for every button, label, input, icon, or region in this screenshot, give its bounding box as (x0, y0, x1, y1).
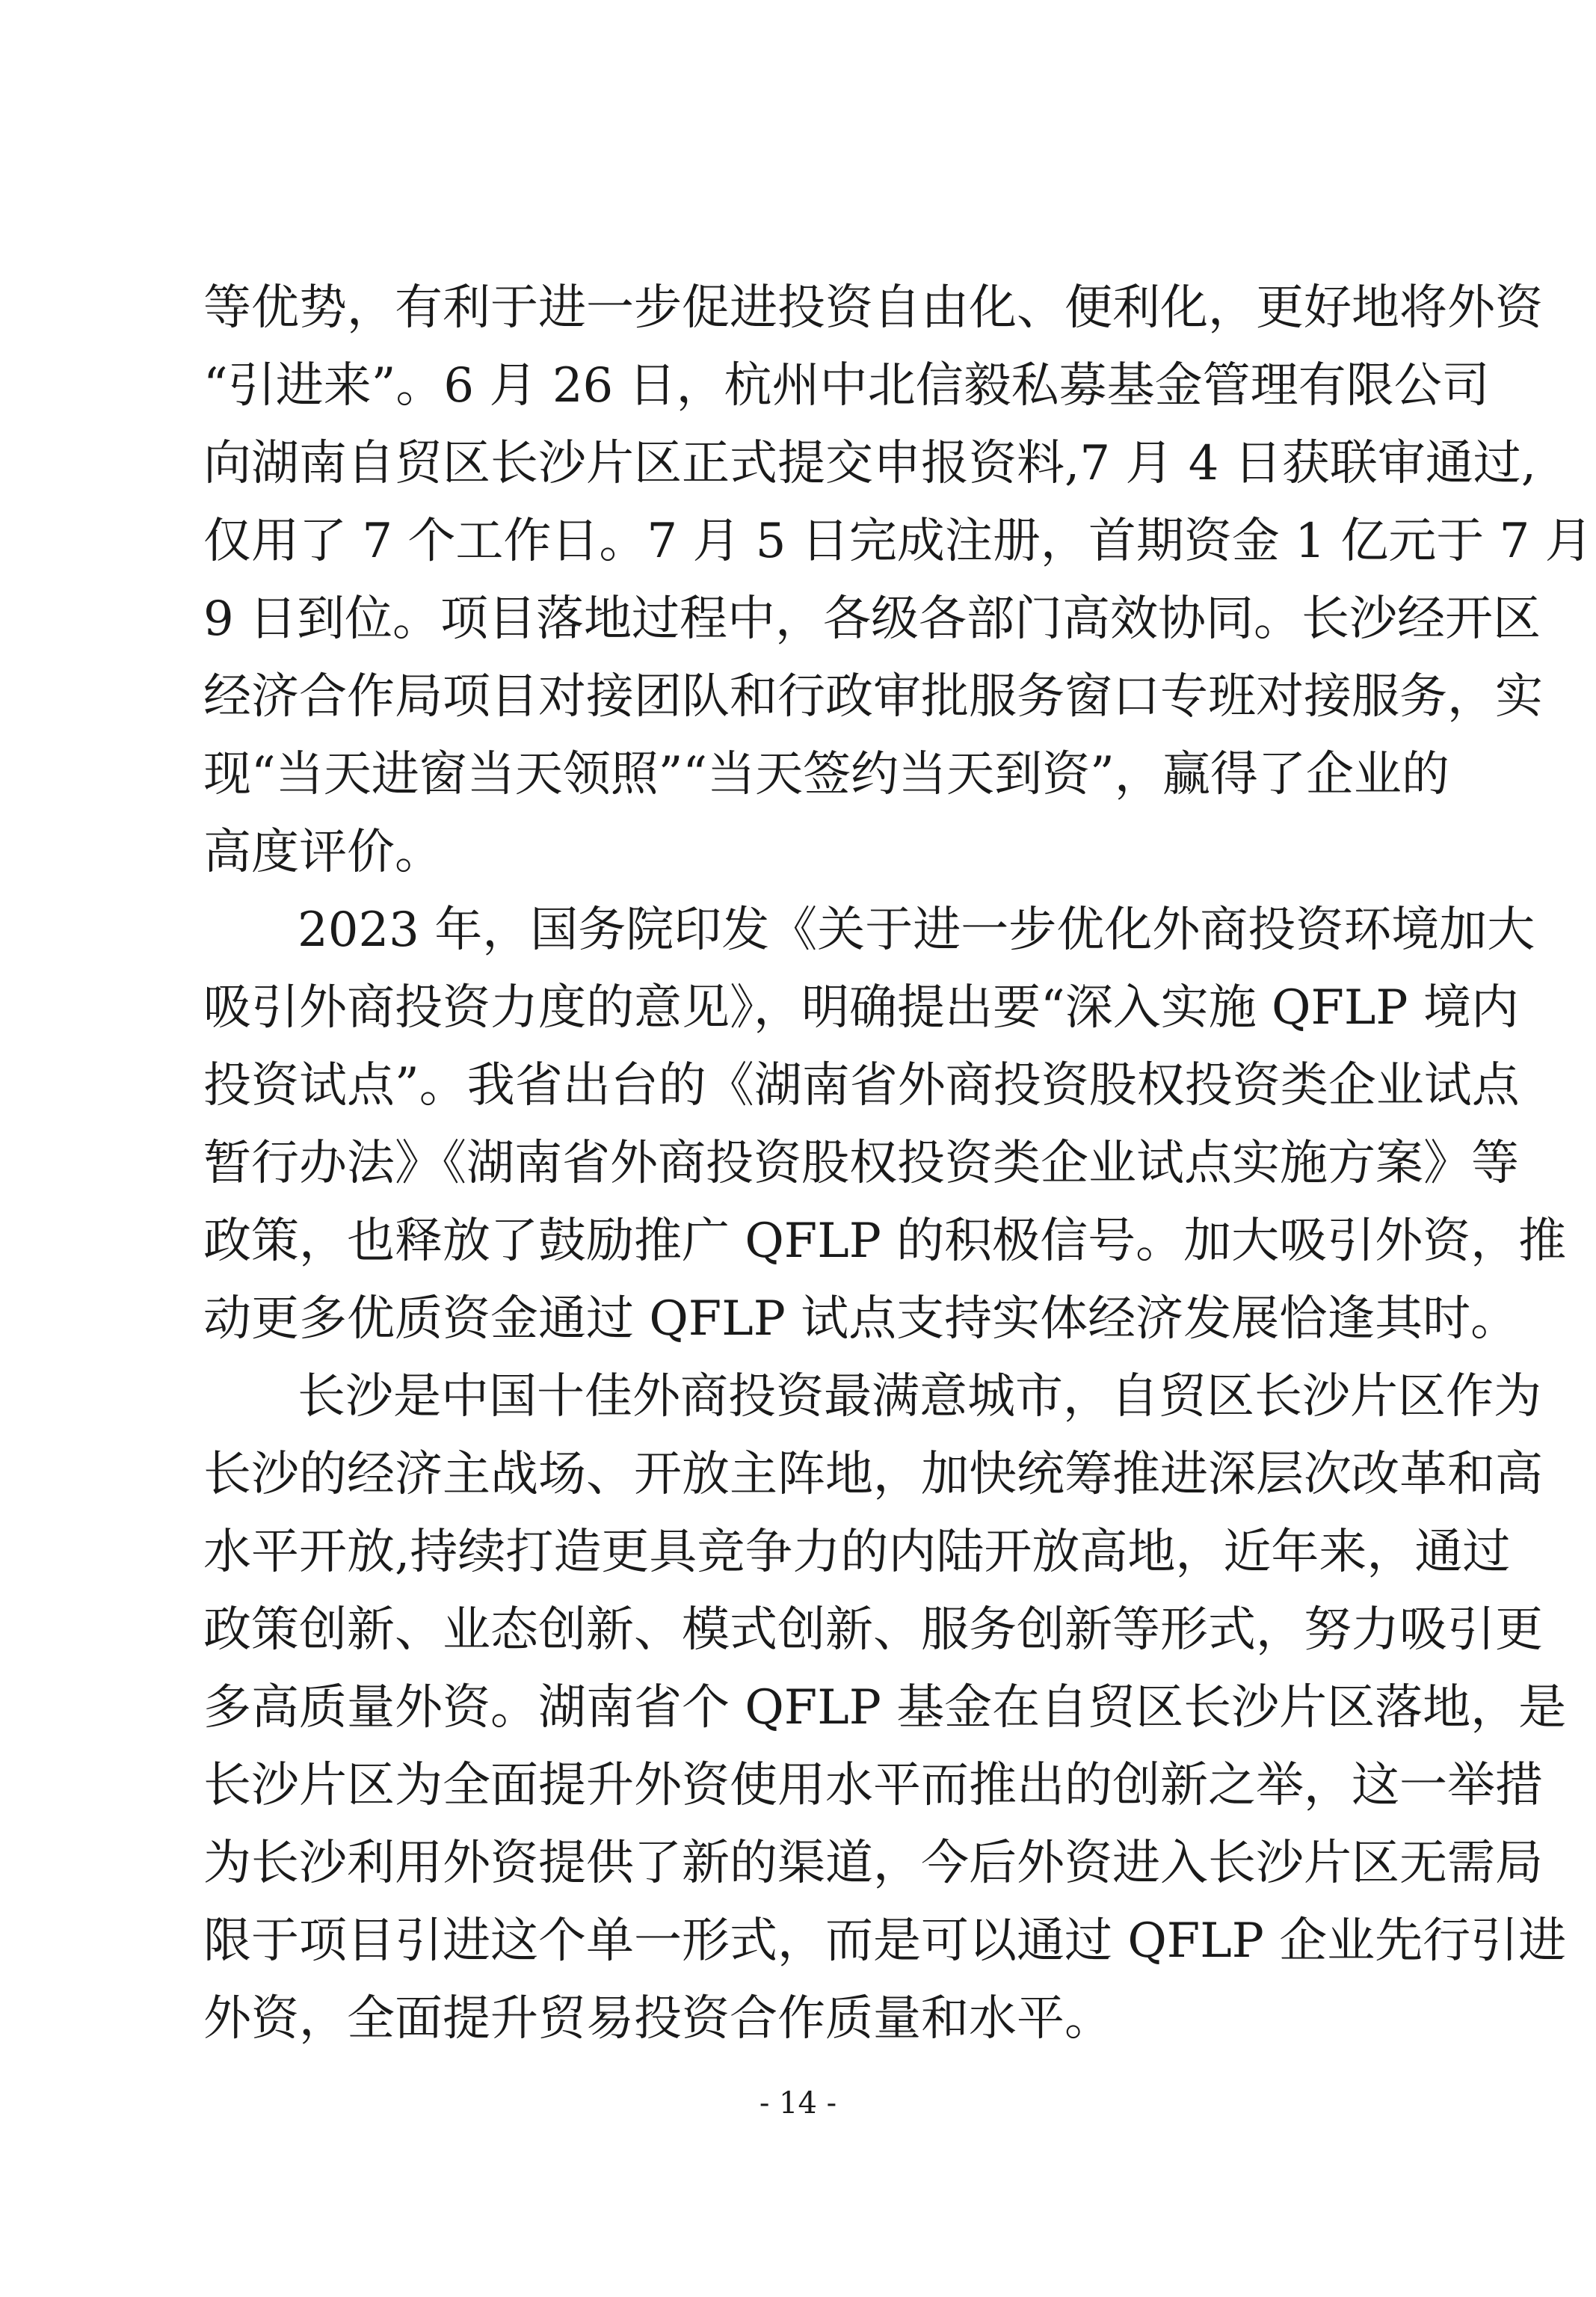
text-line: “引进来”。6 月 26 日，杭州中北信毅私募基金管理有限公司 (203, 358, 1490, 413)
page-number: - 14 - (759, 2086, 837, 2121)
text-line: 吸引外商投资力度的意见》，明确提出要“深入实施 QFLP 境内 (203, 980, 1519, 1036)
text-line: 仅用了 7 个工作日。7 月 5 日完成注册，首期资金 1 亿元于 7 月 (203, 514, 1593, 569)
text-line: 政策，也释放了鼓励推广 QFLP 的积极信号。加大吸引外资，推 (203, 1214, 1567, 1269)
text-line: 2023 年，国务院印发《关于进一步优化外商投资环境加大 (298, 902, 1535, 958)
text-line: 外资，全面提升贸易投资合作质量和水平。 (203, 1991, 1112, 2047)
text-line: 动更多优质资金通过 QFLP 试点支持实体经济发展恰逢其时。 (203, 1291, 1519, 1347)
text-line: 长沙片区为全面提升外资使用水平而推出的创新之举，这一举措 (203, 1758, 1543, 1813)
text-line: 长沙的经济主战场、开放主阵地，加快统筹推进深层次改革和高 (203, 1447, 1543, 1502)
text-line: 长沙是中国十佳外商投资最满意城市，自贸区长沙片区作为 (298, 1369, 1541, 1424)
text-line: 投资试点”。我省出台的《湖南省外商投资股权投资类企业试点 (203, 1058, 1520, 1113)
text-line: 现“当天进窗当天领照”“当天签约当天到资”，赢得了企业的 (203, 747, 1449, 802)
text-line: 经济合作局项目对接团队和行政审批服务窗口专班对接服务，实 (203, 669, 1543, 725)
text-line: 多高质量外资。湖南省个 QFLP 基金在自贸区长沙片区落地，是 (203, 1680, 1567, 1735)
text-line: 暂行办法》《湖南省外商投资股权投资类企业试点实施方案》等 (203, 1136, 1519, 1191)
text-line: 为长沙利用外资提供了新的渠道，今后外资进入长沙片区无需局 (203, 1836, 1543, 1891)
text-line: 高度评价。 (203, 825, 443, 880)
text-line: 9 日到位。项目落地过程中，各级各部门高效协同。长沙经开区 (203, 591, 1541, 647)
text-line: 水平开放,持续打造更具竞争力的内陆开放高地，近年来，通过 (203, 1525, 1511, 1580)
text-line: 限于项目引进这个单一形式，而是可以通过 QFLP 企业先行引进 (203, 1913, 1567, 1969)
text-line: 等优势，有利于进一步促进投资自由化、便利化，更好地将外资 (203, 280, 1543, 336)
text-line: 政策创新、业态创新、模式创新、服务创新等形式，努力吸引更 (203, 1602, 1543, 1658)
text-line: 向湖南自贸区长沙片区正式提交申报资料,7 月 4 日获联审通过, (203, 436, 1537, 491)
